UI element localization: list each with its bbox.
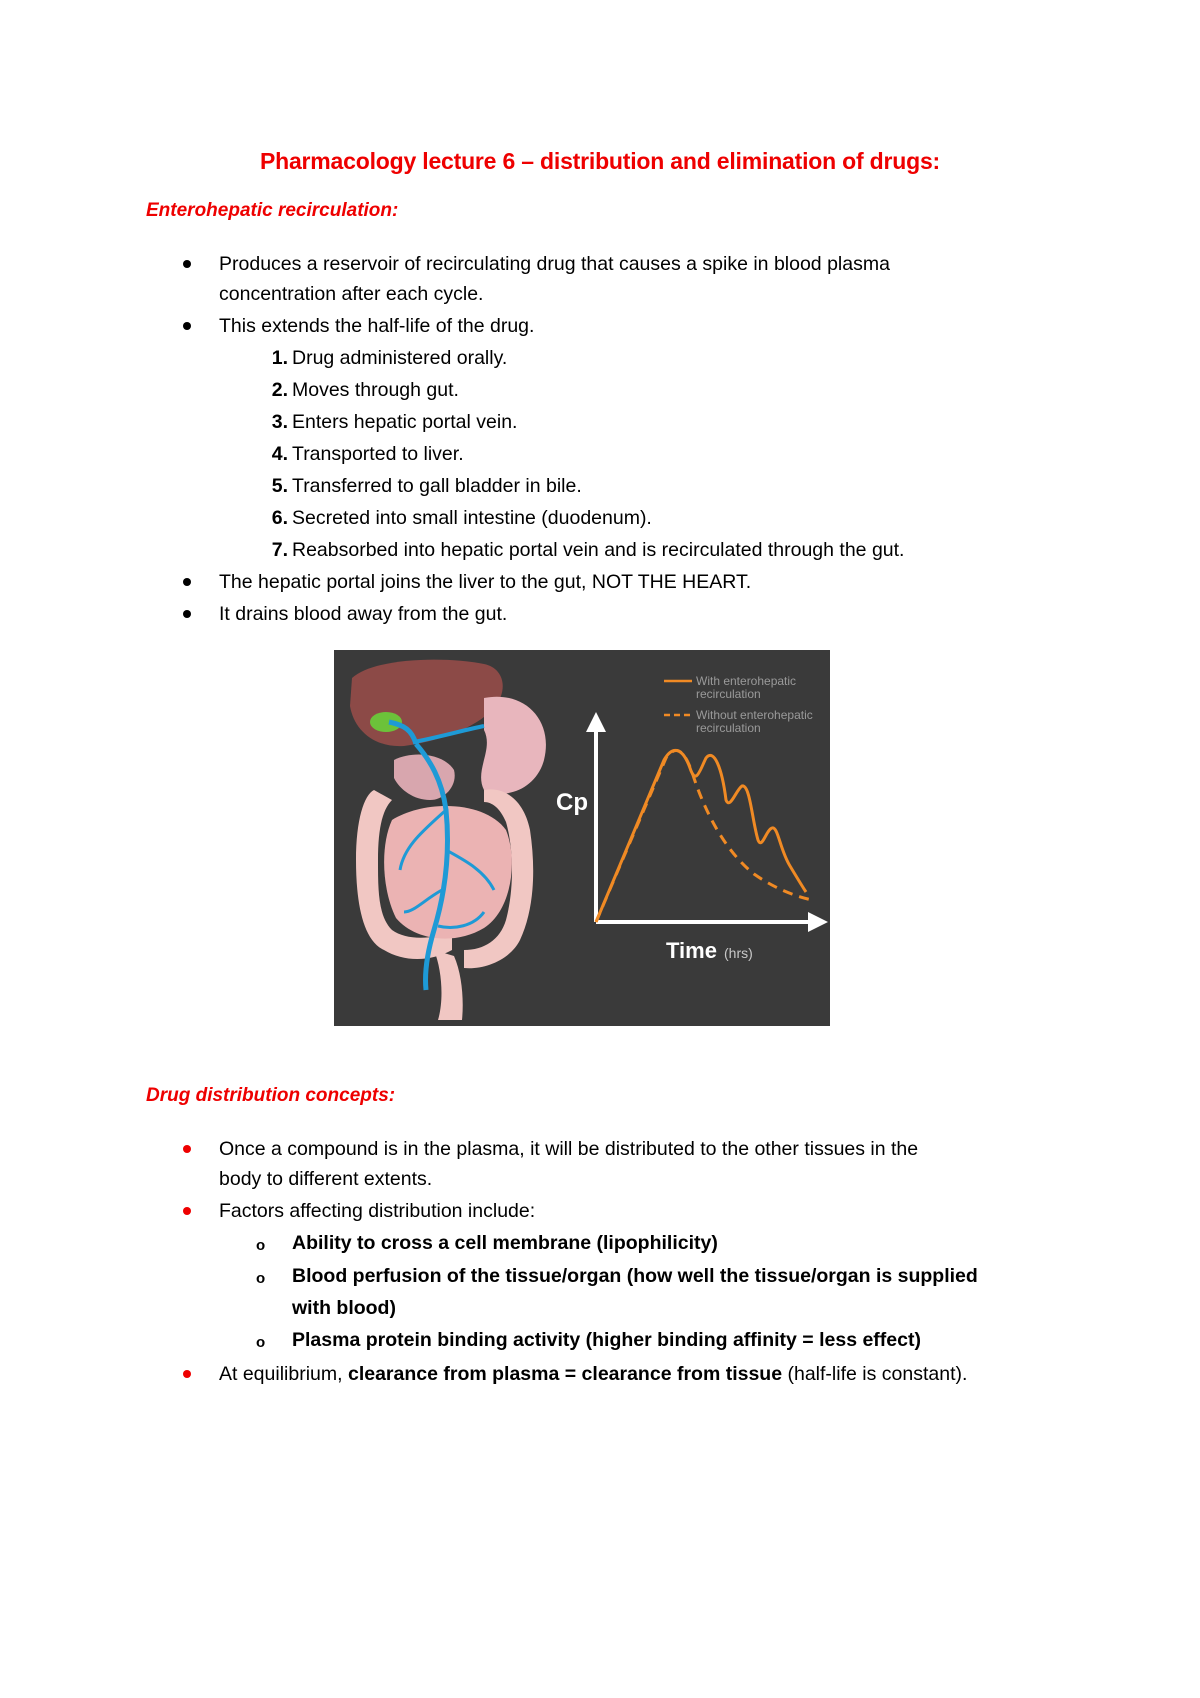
curve-with-recirculation (596, 750, 806, 922)
legend-without-line2: recirculation (696, 721, 761, 735)
bullet-icon (183, 578, 191, 586)
sub-item-text: with blood) (292, 1297, 396, 1319)
bullet-icon (183, 1370, 191, 1378)
bullet-icon (183, 1145, 191, 1153)
sub-item-text: Ability to cross a cell membrane (lipophilicity) (292, 1232, 718, 1254)
bullet-text: body to different extents. (219, 1168, 433, 1190)
step-number: 2. (271, 379, 288, 401)
x-axis-unit: (hrs) (724, 945, 753, 961)
step-number: 4. (271, 443, 288, 465)
step-number: 1. (271, 347, 288, 369)
sub-bullet-marker: o (256, 1237, 266, 1254)
concentration-time-chart (556, 674, 828, 963)
step-number: 5. (271, 475, 288, 497)
legend-without-line1: Without enterohepatic (696, 708, 813, 722)
sub-bullet-marker: o (256, 1334, 266, 1351)
x-axis-label: Time (666, 938, 717, 963)
figure-graphic (334, 650, 830, 1026)
y-axis-arrow-icon (586, 712, 606, 732)
equilibrium-bold: clearance from plasma = clearance from tissue (347, 1363, 783, 1385)
equilibrium-prefix: At equilibrium, (219, 1363, 348, 1385)
bullet-text: concentration after each cycle. (219, 283, 484, 305)
bullet-text: It drains blood away from the gut. (219, 603, 508, 625)
step-number: 6. (271, 507, 288, 529)
step-number: 7. (271, 539, 288, 561)
bullet-text (219, 1362, 967, 1386)
enterohepatic-figure (334, 650, 830, 1026)
step-text: Secreted into small intestine (duodenum). (292, 507, 652, 529)
step-number: 3. (271, 411, 288, 433)
bullet-icon (183, 260, 191, 268)
step-text: Transferred to gall bladder in bile. (292, 475, 582, 497)
step-text: Reabsorbed into hepatic portal vein and is recirculated through the gut. (292, 539, 905, 561)
legend-with-line2: recirculation (696, 687, 761, 701)
sub-bullet-marker: o (256, 1270, 266, 1287)
step-text: Enters hepatic portal vein. (292, 411, 518, 433)
sub-item-text: Plasma protein binding activity (higher binding affinity = less effect) (292, 1329, 921, 1351)
sub-item-text: Blood perfusion of the tissue/organ (how well the tissue/organ is supplied (292, 1265, 978, 1287)
step-text: Transported to liver. (292, 443, 464, 465)
bullet-text: Factors affecting distribution include: (219, 1200, 536, 1222)
bullet-icon (183, 610, 191, 618)
bullet-text: Once a compound is in the plasma, it will be distributed to the other tissues in the (219, 1138, 919, 1160)
y-axis-label: Cp (556, 789, 588, 816)
section-heading-enterohepatic: Enterohepatic recirculation: (146, 200, 399, 221)
bullet-icon (183, 1207, 191, 1215)
bullet-text: This extends the half-life of the drug. (219, 315, 535, 337)
bullet-text: The hepatic portal joins the liver to the gut, NOT THE HEART. (219, 571, 752, 593)
bullet-icon (183, 322, 191, 330)
step-text: Drug administered orally. (292, 347, 508, 369)
legend-with-line1: With enterohepatic (696, 674, 797, 688)
step-text: Moves through gut. (292, 379, 459, 401)
digestive-system-illustration (350, 660, 546, 1020)
bullet-text: Produces a reservoir of recirculating drug that causes a spike in blood plasma (219, 253, 890, 275)
section-heading-distribution: Drug distribution concepts: (146, 1085, 396, 1106)
x-axis-arrow-icon (808, 912, 828, 932)
equilibrium-suffix: (half-life is constant). (782, 1363, 968, 1385)
page-title: Pharmacology lecture 6 – distribution and elimination of drugs: (259, 148, 941, 174)
